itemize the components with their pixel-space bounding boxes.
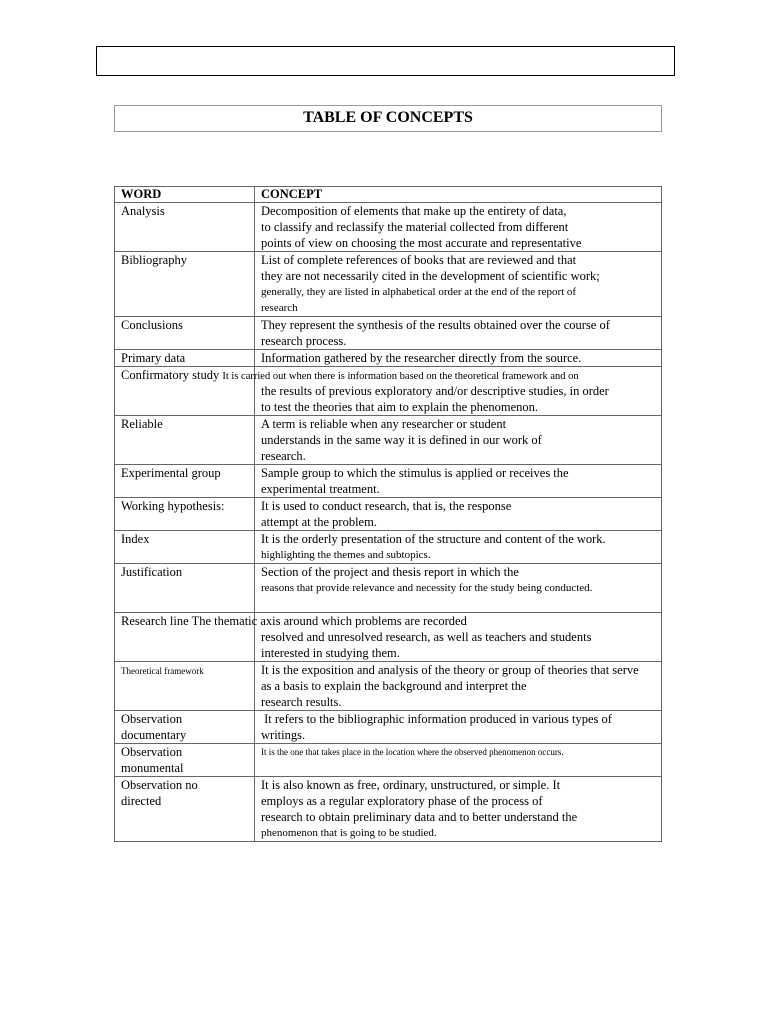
table-row <box>115 350 662 367</box>
concept-line: research. <box>261 449 306 463</box>
concept-cell <box>255 367 662 416</box>
concept-line: they are not necessarily cited in the development of scientific work; <box>261 269 600 283</box>
concept-cell <box>255 252 662 317</box>
concept-line: It is the orderly presentation of the structure and content of the work. <box>261 532 606 546</box>
table-row <box>115 777 662 842</box>
concept-line: It is the exposition and analysis of the theory or group of theories that serve <box>261 663 639 677</box>
concept-line: highlighting the themes and subtopics. <box>261 549 431 561</box>
concept-line: resolved and unresolved research, as well as teachers and students <box>261 630 592 644</box>
concept-line: They represent the synthesis of the results obtained over the course of <box>261 318 610 332</box>
word-line: directed <box>121 794 162 808</box>
table-row <box>115 564 662 613</box>
concept-line: as a basis to explain the background and interpret the <box>261 679 527 693</box>
concept-line: interested in studying them. <box>261 646 400 660</box>
word-cell: Bibliography <box>115 252 255 317</box>
concept-line: It is the one that takes place in the location where the observed phenomenon occurs. <box>261 747 564 757</box>
word-cell <box>115 662 255 711</box>
table-row <box>115 317 662 350</box>
concept-line: research to obtain preliminary data and to better understand the <box>261 810 578 824</box>
table-row <box>115 367 662 416</box>
concept-line: List of complete references of books that are reviewed and that <box>261 253 577 267</box>
concept-line: Sample group to which the stimulus is applied or receives the <box>261 466 569 480</box>
concept-cell <box>255 564 662 613</box>
concept-cell <box>255 613 662 662</box>
concept-cell <box>255 662 662 711</box>
word-cell: Working hypothesis: <box>115 498 255 531</box>
table-row <box>115 662 662 711</box>
table-row <box>115 744 662 777</box>
concept-cell <box>255 498 662 531</box>
word-line: Observation <box>121 745 183 759</box>
concept-line: points of view on choosing the most accurate and representative <box>261 236 582 250</box>
word-line: Observation <box>121 712 183 726</box>
concept-line: research results. <box>261 695 342 709</box>
concept-line: employs as a regular exploratory phase of the process of <box>261 794 543 808</box>
page-title: TABLE OF CONCEPTS <box>114 105 662 132</box>
concept-line: It is carried out when there is information based on the theoretical framework and on <box>222 371 579 382</box>
table-row <box>115 531 662 564</box>
column-header-word: WORD <box>115 187 255 203</box>
concept-line: It is also known as free, ordinary, unstructured, or simple. It <box>261 778 561 792</box>
concept-cell <box>255 203 662 252</box>
table-row <box>115 498 662 531</box>
word-cell: Justification <box>115 564 255 613</box>
concept-cell <box>255 416 662 465</box>
concept-line: Information gathered by the researcher directly from the source. <box>261 351 582 365</box>
concept-line: generally, they are listed in alphabetical order at the end of the report of <box>261 286 577 298</box>
word-cell <box>115 744 255 777</box>
concept-line: the results of previous exploratory and/or descriptive studies, in order <box>261 384 609 398</box>
concept-line: A term is reliable when any researcher or student <box>261 417 507 431</box>
word-cell <box>115 777 255 842</box>
word-line: monumental <box>121 761 184 775</box>
concept-line: writings. <box>261 728 306 742</box>
concept-line: The thematic axis around which problems are recorded <box>191 614 467 628</box>
concept-line: understands in the same way it is defined in our work of <box>261 433 542 447</box>
concept-cell <box>255 531 662 564</box>
word-cell: Primary data <box>115 350 255 367</box>
word-line: Observation no <box>121 778 198 792</box>
concept-line: It is used to conduct research, that is, the response <box>261 499 512 513</box>
concept-line: research <box>261 302 298 314</box>
table-row <box>115 203 662 252</box>
word-label: Theoretical framework <box>121 666 204 676</box>
concept-line: reasons that provide relevance and necessity for the study being conducted. <box>261 582 593 594</box>
concepts-table <box>114 186 662 842</box>
column-header-concept: CONCEPT <box>255 187 662 203</box>
concept-line: attempt at the problem. <box>261 515 377 529</box>
table-row <box>115 711 662 744</box>
word-cell <box>115 711 255 744</box>
concept-cell <box>255 711 662 744</box>
concept-line: Section of the project and thesis report in which the <box>261 565 519 579</box>
table-header-row <box>115 187 662 203</box>
word-cell: Analysis <box>115 203 255 252</box>
concept-line: It refers to the bibliographic information produced in various types of <box>261 712 612 726</box>
word-cell: Index <box>115 531 255 564</box>
word-cell: Conclusions <box>115 317 255 350</box>
table-row <box>115 465 662 498</box>
word-label: Confirmatory study <box>121 368 220 382</box>
concept-cell <box>255 350 662 367</box>
concept-line: to classify and reclassify the material collected from different <box>261 220 569 234</box>
concept-cell <box>255 777 662 842</box>
word-line: documentary <box>121 728 187 742</box>
word-label: Research line <box>121 614 189 628</box>
concept-cell <box>255 317 662 350</box>
concept-line: phenomenon that is going to be studied. <box>261 827 437 839</box>
table-row <box>115 613 662 662</box>
concept-cell <box>255 465 662 498</box>
header-box <box>96 46 675 76</box>
concept-line: Decomposition of elements that make up the entirety of data, <box>261 204 567 218</box>
concept-line: to test the theories that aim to explain the phenomenon. <box>261 400 539 414</box>
word-cell: Experimental group <box>115 465 255 498</box>
concept-cell <box>255 744 662 777</box>
table-row <box>115 252 662 317</box>
table-row <box>115 416 662 465</box>
concept-line: research process. <box>261 334 347 348</box>
word-cell: Reliable <box>115 416 255 465</box>
concept-line: experimental treatment. <box>261 482 380 496</box>
